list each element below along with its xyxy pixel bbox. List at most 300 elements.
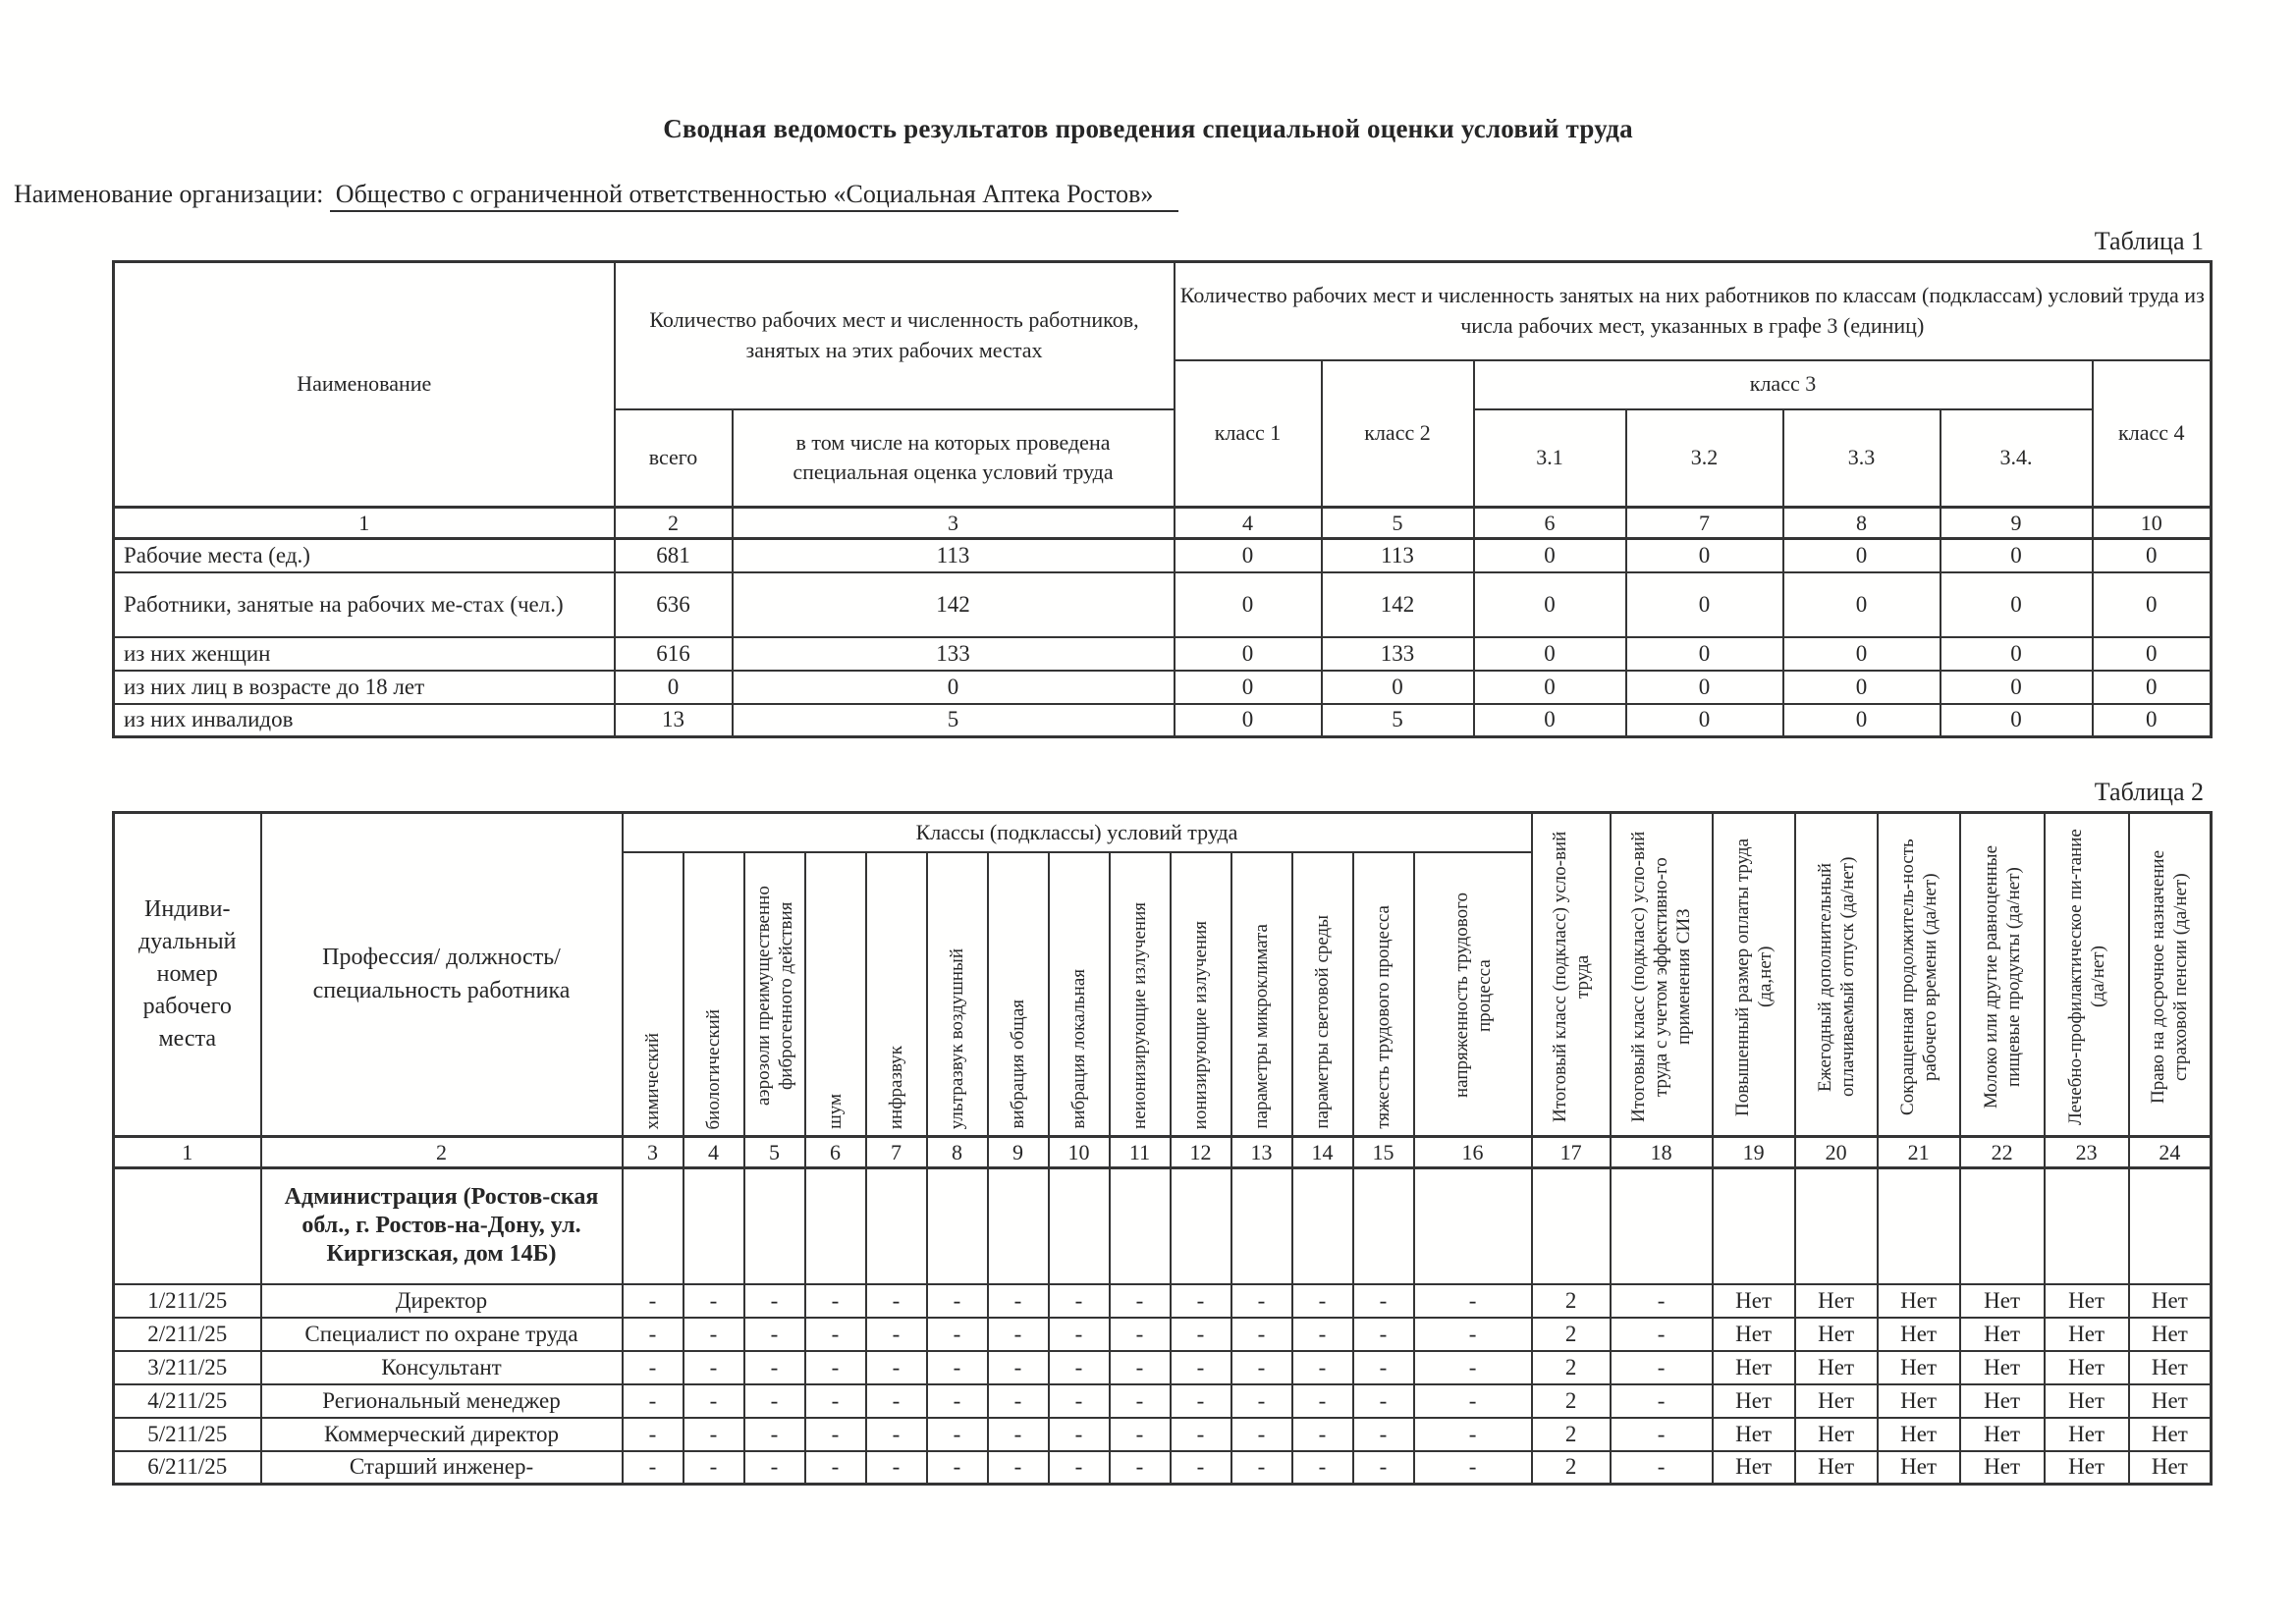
benefit-cell: Нет [1960, 1384, 2045, 1418]
column-number: 6 [1474, 508, 1626, 539]
column-number: 18 [1611, 1137, 1713, 1168]
organization-name: Общество с ограниченной ответственностью «Социальная Аптека Ростов» [330, 180, 1179, 212]
final-class-cell: 2 [1532, 1418, 1611, 1451]
benefit-cell: Нет [2129, 1351, 2212, 1384]
count-value-cell: 5 [1322, 704, 1474, 737]
column-number: 13 [1231, 1137, 1292, 1168]
count-value-cell: 0 [1322, 671, 1474, 704]
factor-column-header [1292, 852, 1353, 1137]
final-class-cell: 2 [1532, 1318, 1611, 1351]
column-number: 2 [615, 508, 733, 539]
empty-cell [1110, 1168, 1171, 1284]
benefit-column-header-text: Лечебно-профилактическое пи-тание (да/нет) [2064, 829, 2108, 1125]
count-value-cell: 0 [1175, 704, 1322, 737]
workplace-id: 1/211/25 [114, 1284, 261, 1318]
factor-column-header [1171, 852, 1231, 1137]
count-value-cell: 0 [733, 671, 1175, 704]
count-value-cell: 0 [1474, 572, 1626, 637]
count-value-cell: 0 [1175, 572, 1322, 637]
factor-column-header-text: шум [825, 1094, 846, 1129]
empty-cell [1414, 1168, 1532, 1284]
factor-column-header-wrap [989, 856, 1048, 1135]
workplace-id: 6/211/25 [114, 1451, 261, 1485]
count-value-cell: 133 [733, 637, 1175, 671]
benefit-column-header [2129, 813, 2212, 1137]
count-value-cell: 0 [2093, 539, 2212, 572]
factor-class-cell: - [623, 1351, 683, 1384]
factor-class-cell: - [1292, 1418, 1353, 1451]
empty-cell [1611, 1168, 1713, 1284]
empty-cell [2045, 1168, 2129, 1284]
row-label: из них инвалидов [114, 704, 615, 737]
benefit-cell: Нет [2045, 1451, 2129, 1485]
factor-column-header-text: параметры световой среды [1312, 915, 1333, 1129]
empty-cell [1713, 1168, 1795, 1284]
count-value-cell: 636 [615, 572, 733, 637]
count-value-cell: 0 [1175, 539, 1322, 572]
column-number: 2 [261, 1137, 623, 1168]
benefit-cell: Нет [1795, 1418, 1878, 1451]
factor-class-cell: - [1171, 1451, 1231, 1485]
table2-data-row [114, 1351, 2212, 1384]
profession-cell: Директор [261, 1284, 623, 1318]
empty-cell [988, 1168, 1049, 1284]
count-value-cell: 0 [1474, 539, 1626, 572]
benefit-cell: Нет [1878, 1418, 1960, 1451]
benefit-cell: Нет [1878, 1284, 1960, 1318]
factor-class-cell: - [1231, 1451, 1292, 1485]
factor-class-cell: - [683, 1318, 744, 1351]
column-number: 11 [1110, 1137, 1171, 1168]
benefit-column-header-text: Ежегодный дополнительный оплачиваемый отпуск (да/нет) [1814, 856, 1858, 1098]
table2-data-row [114, 1318, 2212, 1351]
benefit-cell: Нет [1713, 1418, 1795, 1451]
empty-cell [1960, 1168, 2045, 1284]
class3-group-header: класс 3 [1474, 360, 2093, 409]
empty-cell [805, 1168, 866, 1284]
factor-class-cell: - [1231, 1351, 1292, 1384]
factor-class-cell: - [927, 1284, 988, 1318]
factor-class-cell: - [805, 1418, 866, 1451]
count-value-cell: 0 [1626, 704, 1783, 737]
factor-column-header [1049, 852, 1110, 1137]
column-number: 7 [1626, 508, 1783, 539]
table2-header [114, 813, 2212, 1168]
factor-column-header-wrap [745, 856, 804, 1135]
final-class-siz-column-header [1611, 813, 1713, 1137]
profession-cell: Региональный менеджер [261, 1384, 623, 1418]
benefit-cell: Нет [2045, 1384, 2129, 1418]
factor-class-cell: - [1049, 1318, 1110, 1351]
factor-column-header-text: вибрация общая [1008, 1000, 1028, 1129]
empty-cell [1292, 1168, 1353, 1284]
factor-column-header [805, 852, 866, 1137]
table1-data-row [114, 539, 2212, 572]
count-value-cell: 681 [615, 539, 733, 572]
empty-cell [683, 1168, 744, 1284]
empty-cell [1878, 1168, 1960, 1284]
benefit-cell: Нет [1878, 1451, 1960, 1485]
count-value-cell: 113 [1322, 539, 1474, 572]
count-value-cell: 0 [1626, 637, 1783, 671]
factor-class-cell: - [1110, 1284, 1171, 1318]
table2-data-row [114, 1451, 2212, 1485]
column-number: 9 [988, 1137, 1049, 1168]
count-value-cell: 0 [1474, 704, 1626, 737]
factor-column-header-text: тяжесть трудового процесса [1373, 905, 1394, 1129]
factor-column-header [683, 852, 744, 1137]
table1-data-row [114, 704, 2212, 737]
table2-body [114, 1168, 2212, 1485]
column-number: 6 [805, 1137, 866, 1168]
organization-label: Наименование организации: [14, 180, 324, 208]
factor-class-cell: - [1353, 1351, 1414, 1384]
factor-class-cell: - [988, 1384, 1049, 1418]
benefit-cell: Нет [2129, 1284, 2212, 1318]
profession-cell: Коммерческий директор [261, 1418, 623, 1451]
factor-class-cell: - [866, 1284, 927, 1318]
factor-class-cell: - [1110, 1318, 1171, 1351]
final-class-siz-cell: - [1611, 1384, 1713, 1418]
factor-column-header [988, 852, 1049, 1137]
row-label: из них лиц в возрасте до 18 лет [114, 671, 615, 704]
factor-column-header-text: неионизирующие излучения [1129, 902, 1150, 1129]
factor-class-cell: - [744, 1451, 805, 1485]
count-value-cell: 0 [1783, 572, 1941, 637]
count-value-cell: 0 [2093, 704, 2212, 737]
count-value-cell: 0 [1626, 572, 1783, 637]
subclass-3-4-header: 3.4. [1941, 409, 2093, 508]
factor-class-cell: - [866, 1418, 927, 1451]
factor-class-cell: - [1231, 1384, 1292, 1418]
count-value-cell: 142 [1322, 572, 1474, 637]
factor-class-cell: - [866, 1351, 927, 1384]
final-class-column-header [1532, 813, 1611, 1137]
factor-class-cell: - [1292, 1384, 1353, 1418]
benefit-column-header-text: Право на досрочное назначение страховой пенсии (да/нет) [2148, 849, 2192, 1105]
table2-caption: Таблица 2 [2094, 778, 2204, 806]
column-number: 22 [1960, 1137, 2045, 1168]
empty-cell [1171, 1168, 1231, 1284]
count-value-cell: 133 [1322, 637, 1474, 671]
factor-column-header-wrap [1111, 856, 1170, 1135]
benefit-cell: Нет [2129, 1451, 2212, 1485]
count-value-cell: 113 [733, 539, 1175, 572]
benefit-cell: Нет [1960, 1351, 2045, 1384]
count-value-cell: 0 [1941, 704, 2093, 737]
benefit-cell: Нет [1795, 1284, 1878, 1318]
subclass-3-1-header: 3.1 [1474, 409, 1626, 508]
final-class-siz-column-header-wrap [1612, 819, 1712, 1135]
factor-column-header-text: вибрация локальная [1068, 969, 1089, 1129]
factor-class-cell: - [744, 1384, 805, 1418]
column-number: 7 [866, 1137, 927, 1168]
final-class-siz-cell: - [1611, 1451, 1713, 1485]
summary-table-1 [112, 260, 2213, 738]
column-number: 10 [2093, 508, 2212, 539]
factor-column-header-wrap [1232, 856, 1291, 1135]
final-class-siz-cell: - [1611, 1284, 1713, 1318]
benefit-column-header [1795, 813, 1878, 1137]
benefit-cell: Нет [1878, 1384, 1960, 1418]
count-value-cell: 0 [1175, 671, 1322, 704]
factor-class-cell: - [683, 1384, 744, 1418]
column-number: 19 [1713, 1137, 1795, 1168]
factor-class-cell: - [744, 1418, 805, 1451]
factor-class-cell: - [1049, 1451, 1110, 1485]
factor-class-cell: - [988, 1418, 1049, 1451]
factor-class-cell: - [1049, 1351, 1110, 1384]
factor-class-cell: - [805, 1384, 866, 1418]
benefit-column-header-text: Молоко или другие равноценные пищевые продукты (да/нет) [1980, 845, 2024, 1109]
factor-class-cell: - [1110, 1451, 1171, 1485]
factor-column-header-wrap [1415, 856, 1531, 1135]
count-value-cell: 0 [2093, 671, 2212, 704]
factor-column-header-text: параметры микроклимата [1251, 924, 1272, 1129]
final-class-column-header-text: Итоговый класс (подкласс) усло-вий труда [1549, 831, 1593, 1123]
empty-cell [927, 1168, 988, 1284]
factor-class-cell: - [1171, 1318, 1231, 1351]
table1-body [114, 539, 2212, 737]
table1-data-row [114, 671, 2212, 704]
benefit-cell: Нет [1878, 1351, 1960, 1384]
final-class-siz-cell: - [1611, 1318, 1713, 1351]
factor-column-header-text: ультразвук воздушный [947, 947, 967, 1129]
factor-column-header-wrap [624, 856, 683, 1135]
count-value-cell: 0 [1474, 637, 1626, 671]
class4-column-header: класс 4 [2093, 360, 2212, 508]
empty-cell [114, 1168, 261, 1284]
count-value-cell: 0 [2093, 572, 2212, 637]
organization-line [0, 180, 2296, 209]
factor-column-header-wrap [1293, 856, 1352, 1135]
workplace-id: 5/211/25 [114, 1418, 261, 1451]
table1-data-row [114, 572, 2212, 637]
empty-cell [744, 1168, 805, 1284]
factor-class-cell: - [1414, 1384, 1532, 1418]
factor-class-cell: - [1292, 1351, 1353, 1384]
factor-column-header-wrap [928, 856, 987, 1135]
factor-class-cell: - [805, 1284, 866, 1318]
count-value-cell: 0 [1626, 671, 1783, 704]
factor-class-cell: - [866, 1451, 927, 1485]
factor-class-cell: - [683, 1418, 744, 1451]
factor-column-header [1414, 852, 1532, 1137]
count-value-cell: 0 [1941, 539, 2093, 572]
workplace-id: 2/211/25 [114, 1318, 261, 1351]
factor-column-header-text: ионизирующие излучения [1190, 920, 1211, 1129]
count-value-cell: 0 [1783, 637, 1941, 671]
benefit-cell: Нет [1960, 1418, 2045, 1451]
count-value-cell: 0 [615, 671, 733, 704]
column-number: 12 [1171, 1137, 1231, 1168]
empty-cell [2129, 1168, 2212, 1284]
benefit-column-header-wrap [2130, 819, 2211, 1135]
count-value-cell: 0 [1941, 671, 2093, 704]
final-class-cell: 2 [1532, 1451, 1611, 1485]
factor-column-header [623, 852, 683, 1137]
table1-column-numbers-row [114, 508, 2212, 539]
column-number: 1 [114, 508, 615, 539]
column-number: 8 [1783, 508, 1941, 539]
factor-class-cell: - [1414, 1451, 1532, 1485]
benefit-cell: Нет [2129, 1418, 2212, 1451]
total-column-header: всего [615, 409, 733, 508]
factor-class-cell: - [1231, 1284, 1292, 1318]
table2-header-row-1 [114, 813, 2212, 852]
factor-class-cell: - [927, 1451, 988, 1485]
factor-class-cell: - [623, 1451, 683, 1485]
name-column-header: Наименование [114, 262, 615, 508]
factor-class-cell: - [1353, 1384, 1414, 1418]
factor-class-cell: - [1414, 1284, 1532, 1318]
column-number: 23 [2045, 1137, 2129, 1168]
benefit-cell: Нет [2045, 1351, 2129, 1384]
document-body [112, 227, 2210, 1486]
factor-class-cell: - [927, 1351, 988, 1384]
count-value-cell: 13 [615, 704, 733, 737]
factor-class-cell: - [1171, 1351, 1231, 1384]
benefit-cell: Нет [1795, 1351, 1878, 1384]
benefit-cell: Нет [2129, 1384, 2212, 1418]
count-value-cell: 0 [1941, 637, 2093, 671]
factor-class-cell: - [744, 1351, 805, 1384]
benefit-cell: Нет [1713, 1284, 1795, 1318]
factor-class-cell: - [1110, 1351, 1171, 1384]
count-value-cell: 0 [1941, 572, 2093, 637]
factor-class-cell: - [1171, 1284, 1231, 1318]
table1-header [114, 262, 2212, 539]
column-number: 17 [1532, 1137, 1611, 1168]
factor-class-cell: - [1292, 1451, 1353, 1485]
factor-class-cell: - [1049, 1384, 1110, 1418]
document-title: Сводная ведомость результатов проведения специальной оценки условий труда [663, 114, 1633, 143]
table1-caption: Таблица 1 [2094, 227, 2204, 255]
class2-column-header: класс 2 [1322, 360, 1474, 508]
factor-class-cell: - [1414, 1318, 1532, 1351]
factor-class-cell: - [927, 1418, 988, 1451]
factor-class-cell: - [623, 1418, 683, 1451]
workplace-id: 3/211/25 [114, 1351, 261, 1384]
factor-column-header-wrap [1050, 856, 1109, 1135]
factor-class-cell: - [623, 1284, 683, 1318]
count-value-cell: 0 [1783, 704, 1941, 737]
factor-class-cell: - [805, 1351, 866, 1384]
profession-column-header: Профессия/ должность/ специальность работника [261, 813, 623, 1137]
count-value-cell: 0 [1474, 671, 1626, 704]
column-number: 10 [1049, 1137, 1110, 1168]
column-number: 4 [683, 1137, 744, 1168]
subclass-3-2-header: 3.2 [1626, 409, 1783, 508]
factor-column-header-text: химический [642, 1032, 663, 1129]
benefit-column-header [2045, 813, 2129, 1137]
column-number: 3 [733, 508, 1175, 539]
empty-cell [623, 1168, 683, 1284]
empty-cell [1353, 1168, 1414, 1284]
factor-class-cell: - [866, 1318, 927, 1351]
factor-class-cell: - [988, 1318, 1049, 1351]
column-number: 16 [1414, 1137, 1532, 1168]
benefit-column-header [1960, 813, 2045, 1137]
benefit-cell: Нет [1960, 1284, 2045, 1318]
benefit-column-header-text: Повышенный размер оплаты труда (да,нет) [1731, 838, 1776, 1116]
count-value-cell: 616 [615, 637, 733, 671]
factor-column-header [1110, 852, 1171, 1137]
benefit-column-header-wrap [1714, 819, 1794, 1135]
benefit-column-header-wrap [1961, 819, 2044, 1135]
table2-column-numbers-row [114, 1137, 2212, 1168]
benefit-column-header-wrap [2046, 819, 2128, 1135]
factor-class-cell: - [744, 1284, 805, 1318]
empty-cell [1795, 1168, 1878, 1284]
column-number: 15 [1353, 1137, 1414, 1168]
location-group-row [114, 1168, 2212, 1284]
table2-data-row [114, 1384, 2212, 1418]
factor-class-cell: - [683, 1451, 744, 1485]
final-class-column-header-wrap [1533, 819, 1610, 1135]
column-number: 9 [1941, 508, 2093, 539]
factor-class-cell: - [1353, 1284, 1414, 1318]
factor-column-header-wrap [867, 856, 926, 1135]
factor-column-header-text: инфразвук [886, 1045, 906, 1129]
count-value-cell: 5 [733, 704, 1175, 737]
factor-class-cell: - [1414, 1418, 1532, 1451]
benefit-column-header-wrap [1796, 819, 1877, 1135]
final-class-siz-cell: - [1611, 1418, 1713, 1451]
factor-column-header-text: аэрозоли преимущественно фиброгенного действия [752, 886, 796, 1106]
factor-class-cell: - [683, 1351, 744, 1384]
location-group-label: Администрация (Ростов-ская обл., г. Ростов-на-Дону, ул. Киргизская, дом 14Б) [261, 1168, 623, 1284]
workplace-id: 4/211/25 [114, 1384, 261, 1418]
factor-class-cell: - [623, 1318, 683, 1351]
benefit-cell: Нет [2045, 1318, 2129, 1351]
factor-class-cell: - [1049, 1418, 1110, 1451]
benefit-cell: Нет [2129, 1318, 2212, 1351]
benefit-column-header [1878, 813, 1960, 1137]
factor-class-cell: - [1171, 1384, 1231, 1418]
factor-class-cell: - [1292, 1284, 1353, 1318]
benefit-column-header-text: Сокращенная продолжитель-ность рабочего времени (да/нет) [1896, 839, 1941, 1115]
benefit-cell: Нет [1960, 1318, 2045, 1351]
class1-column-header: класс 1 [1175, 360, 1322, 508]
workplace-count-group-header: Количество рабочих мест и численность работников, занятых на этих рабочих местах [615, 262, 1175, 409]
factor-class-cell: - [988, 1351, 1049, 1384]
final-class-siz-column-header-text: Итоговый класс (подкласс) усло-вий труда с учетом эффективно-го применения СИЗ [1628, 831, 1695, 1123]
column-number: 20 [1795, 1137, 1878, 1168]
factor-class-cell: - [1231, 1418, 1292, 1451]
factor-class-cell: - [866, 1384, 927, 1418]
count-value-cell: 0 [1783, 671, 1941, 704]
benefit-cell: Нет [1795, 1318, 1878, 1351]
table2-data-row [114, 1418, 2212, 1451]
benefit-cell: Нет [1713, 1351, 1795, 1384]
factor-class-cell: - [805, 1318, 866, 1351]
count-value-cell: 0 [1783, 539, 1941, 572]
column-number: 3 [623, 1137, 683, 1168]
factor-class-cell: - [683, 1284, 744, 1318]
factor-column-header [744, 852, 805, 1137]
benefit-cell: Нет [1713, 1318, 1795, 1351]
column-number: 8 [927, 1137, 988, 1168]
benefit-cell: Нет [1878, 1318, 1960, 1351]
factor-class-cell: - [927, 1384, 988, 1418]
count-value-cell: 0 [2093, 637, 2212, 671]
factor-class-cell: - [1231, 1318, 1292, 1351]
final-class-cell: 2 [1532, 1384, 1611, 1418]
profession-cell: Старший инженер- [261, 1451, 623, 1485]
row-label: Работники, занятые на рабочих ме-стах (чел.) [114, 572, 615, 637]
column-number: 4 [1175, 508, 1322, 539]
